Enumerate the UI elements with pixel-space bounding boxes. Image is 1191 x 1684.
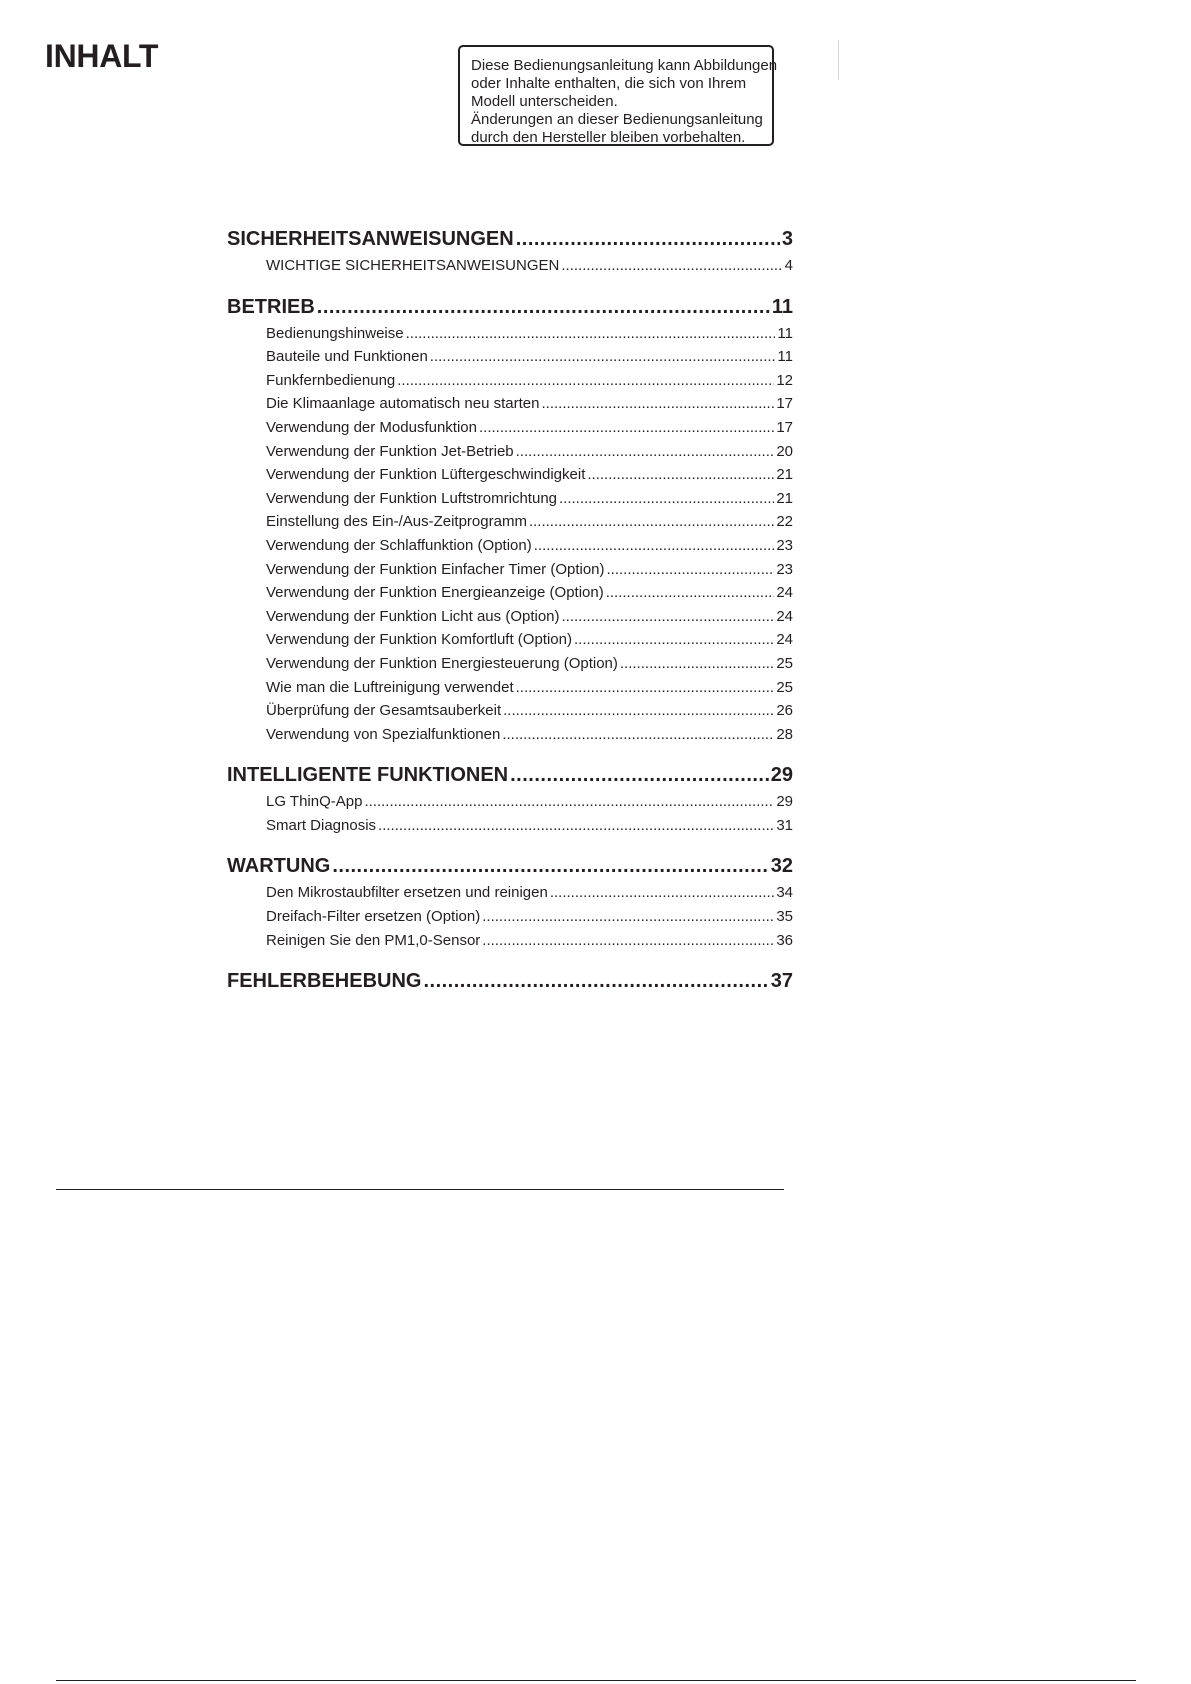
toc-item[interactable] [227,676,793,700]
dot-leader [364,790,774,814]
toc-page-number: 35 [776,908,793,926]
toc-page-number: 4 [784,257,793,274]
divider [56,1189,784,1190]
toc-item[interactable] [227,881,793,905]
toc-item[interactable] [227,628,793,652]
toc-entry-title: Die Klimaanlage automatisch neu starten [266,395,540,413]
dot-leader [430,345,776,369]
toc-entry-title: Verwendung der Funktion Energieanzeige (Option) [266,584,604,602]
toc-page-number: 3 [781,228,793,250]
toc-page-number: 21 [776,466,793,484]
toc-entry-title: Smart Diagnosis [266,816,377,834]
toc-page-number: 26 [776,702,793,720]
toc-page-number: 25 [776,654,793,672]
dot-leader [317,292,770,322]
toc-entry-title: Dreifach-Filter ersetzen (Option) [266,908,481,926]
page-title: INHALT [45,38,159,74]
toc-entry-title: Reinigen Sie den PM1,0-Sensor [266,931,481,949]
toc-entry-title: Verwendung der Funktion Lüftergeschwindigkeit [266,466,586,484]
table-of-contents [227,224,793,1010]
dot-leader [516,224,780,254]
toc-item[interactable] [227,652,793,676]
toc-section [227,292,793,747]
dot-leader [534,534,775,558]
toc-item[interactable] [227,440,793,464]
toc-item[interactable] [227,790,793,814]
toc-page-number: 12 [776,371,793,389]
dot-leader [502,723,774,747]
dot-leader [378,814,774,838]
dot-leader [516,676,775,700]
toc-page-number: 29 [776,793,793,811]
toc-section-heading[interactable] [227,760,793,790]
toc-entry-title: Verwendung der Schlaffunktion (Option) [266,536,532,554]
toc-page-number: 36 [776,931,793,949]
dot-leader [479,416,774,440]
toc-entry-title: Verwendung von Spezialfunktionen [266,725,501,743]
divider [56,1680,1136,1681]
toc-section-heading[interactable] [227,224,793,254]
toc-item[interactable] [227,605,793,629]
toc-entry-title: Funkfernbedienung [266,371,396,389]
toc-section-heading[interactable] [227,966,793,996]
toc-page-number: 11 [777,348,793,366]
toc-item[interactable] [227,581,793,605]
dot-leader [482,929,774,953]
toc-page-number: 11 [777,324,793,342]
dot-leader [607,558,775,582]
toc-item[interactable] [227,416,793,440]
toc-section [227,966,793,996]
dot-leader [587,463,774,487]
toc-entry-title: INTELLIGENTE FUNKTIONEN [227,764,509,787]
toc-entry-title: Verwendung der Funktion Jet-Betrieb [266,442,514,460]
toc-item[interactable] [227,510,793,534]
toc-section-heading[interactable] [227,292,793,322]
toc-page-number: 29 [770,764,793,787]
toc-entry-title: Bauteile und Funktionen [266,348,428,366]
dot-leader [406,322,776,346]
toc-entry-title: Verwendung der Funktion Einfacher Timer (Option) [266,560,605,578]
toc-entry-title: Wie man die Luftreinigung verwendet [266,678,514,696]
toc-page-number: 24 [776,607,793,625]
dot-leader [397,369,774,393]
toc-item[interactable] [227,463,793,487]
dot-leader [510,760,769,790]
toc-page-number: 21 [776,489,793,507]
toc-entry-title: Verwendung der Funktion Komfortluft (Option) [266,631,572,649]
toc-entry-title: Verwendung der Modusfunktion [266,418,477,436]
toc-item[interactable] [227,814,793,838]
toc-item[interactable] [227,723,793,747]
toc-entry-title: SICHERHEITSANWEISUNGEN [227,228,514,250]
dot-leader [620,652,774,676]
toc-page-number: 34 [776,884,793,902]
toc-item[interactable] [227,322,793,346]
dot-leader [423,966,768,996]
toc-item[interactable] [227,905,793,929]
dot-leader [503,699,774,723]
dot-leader [574,628,774,652]
dot-leader [561,254,782,278]
toc-page-number: 32 [770,855,793,878]
dot-leader [542,392,775,416]
toc-page-number: 25 [776,678,793,696]
toc-entry-title: Den Mikrostaubfilter ersetzen und reinigen [266,884,548,902]
toc-entry-title: Verwendung der Funktion Luftstromrichtung [266,489,557,507]
dot-leader [516,440,775,464]
dot-leader [529,510,774,534]
toc-item[interactable] [227,254,793,278]
toc-entry-title: Überprüfung der Gesamtsauberkeit [266,702,502,720]
toc-item[interactable] [227,929,793,953]
toc-page-number: 23 [776,536,793,554]
toc-item[interactable] [227,699,793,723]
dot-leader [559,487,774,511]
divider [838,40,839,80]
toc-section [227,224,793,278]
toc-entry-title: WICHTIGE SICHERHEITSANWEISUNGEN [266,257,560,274]
toc-item[interactable] [227,558,793,582]
toc-page-number: 20 [776,442,793,460]
toc-entry-title: Verwendung der Funktion Energiesteuerung (Option) [266,654,618,672]
toc-entry-title: LG ThinQ-App [266,793,363,811]
toc-page-number: 17 [776,395,793,413]
notice-box [458,45,778,146]
toc-section [227,851,793,952]
toc-section [227,760,793,837]
toc-entry-title: Einstellung des Ein-/Aus-Zeitprogramm [266,513,527,531]
toc-entry-title: BETRIEB [227,295,315,318]
toc-page-number: 17 [776,418,793,436]
dot-leader [550,881,774,905]
toc-item[interactable] [227,392,793,416]
toc-entry-title: WARTUNG [227,855,331,878]
notice-line: Modell unterscheiden. [471,93,618,110]
toc-page-number: 24 [776,584,793,602]
notice-line: durch den Hersteller bleiben vorbehalten. [471,129,746,146]
dot-leader [606,581,775,605]
toc-item[interactable] [227,369,793,393]
toc-item[interactable] [227,345,793,369]
toc-item[interactable] [227,487,793,511]
toc-page-number: 37 [770,970,793,993]
dot-leader [482,905,774,929]
toc-page-number: 22 [776,513,793,531]
notice-line: Diese Bedienungsanleitung kann Abbildungen [471,57,778,74]
dot-leader [332,851,768,881]
toc-page-number: 24 [776,631,793,649]
notice-line: oder Inhalte enthalten, die sich von Ihrem [471,75,747,92]
toc-entry-title: Verwendung der Funktion Licht aus (Option) [266,607,560,625]
notice-line: Änderungen an dieser Bedienungsanleitung [471,111,763,128]
dot-leader [562,605,775,629]
toc-page-number: 23 [776,560,793,578]
toc-page-number: 31 [776,816,793,834]
toc-page-number: 11 [771,295,793,318]
toc-entry-title: Bedienungshinweise [266,324,404,342]
toc-page-number: 28 [776,725,793,743]
toc-entry-title: FEHLERBEHEBUNG [227,970,422,993]
toc-section-heading[interactable] [227,851,793,881]
toc-item[interactable] [227,534,793,558]
